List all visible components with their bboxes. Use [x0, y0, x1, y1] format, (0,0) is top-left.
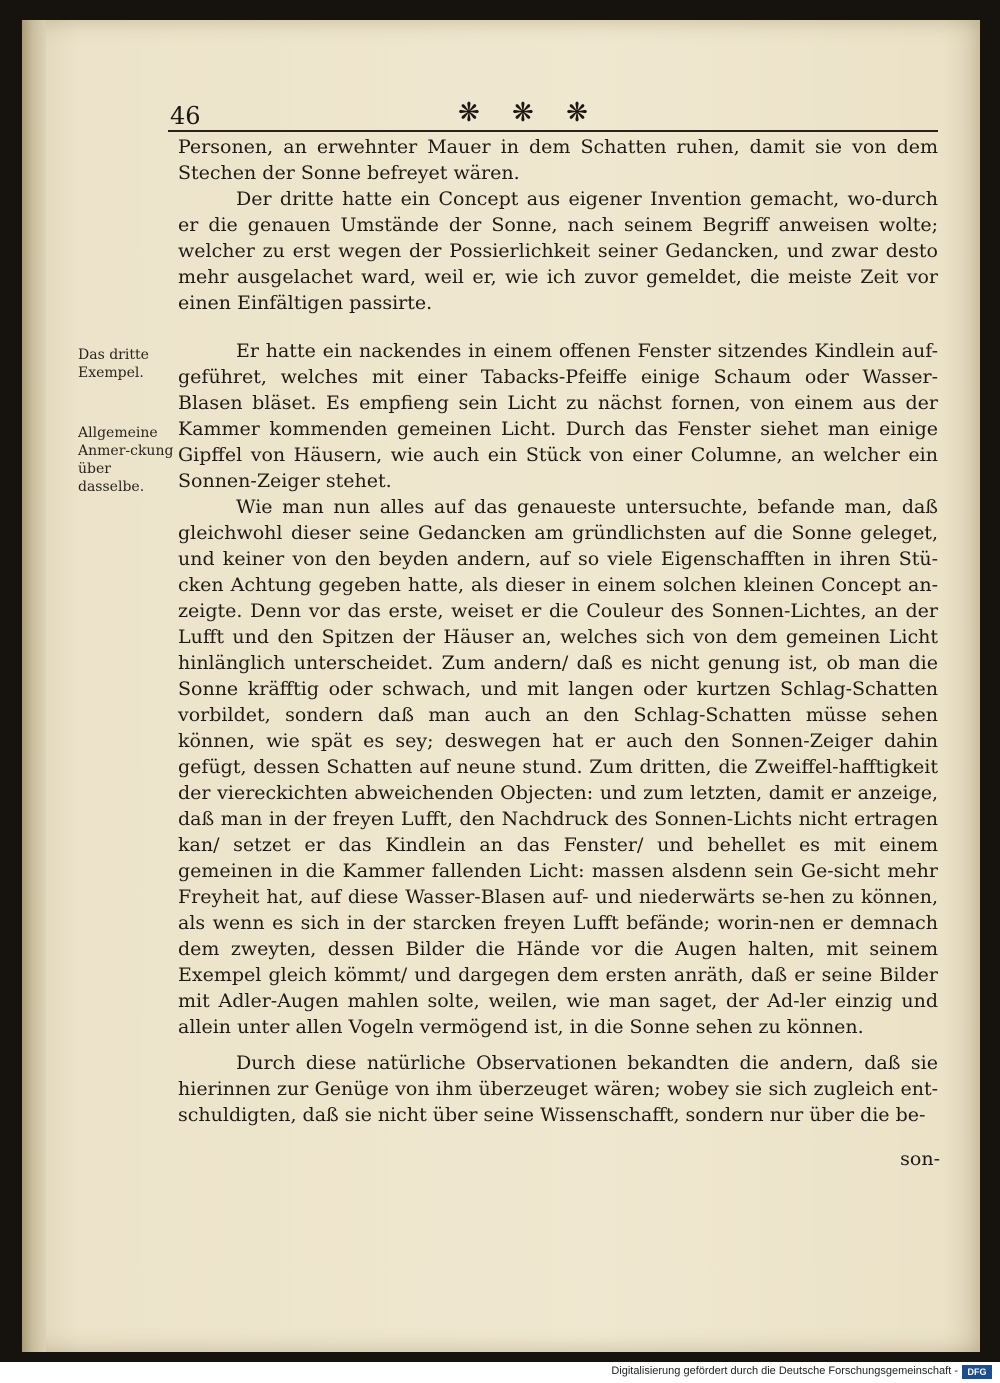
margin-note-remark: Allgemeine Anmer-ckung über dasselbe. [78, 425, 174, 495]
paragraph-3: Er hatte ein nackendes in einem offenen Fenster sitzendes Kindlein auf-geführet, welches mit einer Tabacks-Pfeiffe einige Schaum oder Wasser-Blasen bläset. Es empfieng sein Licht zu nächst fornen, von einem aus der Kammer kommenden gemeinen Licht. Durch das Fenster siehet man einige Gipffel von Häusern, wie auch ein Stück von einer Columne, an welcher ein Sonnen-Zeiger stehet. [178, 340, 938, 492]
paragraph-4: Wie man nun alles auf das genaueste untersuchte, befande man, daß gleichwohl dieser seine Gedancken am gründlichsten auf die Sonne geleget, und keiner von den beyden andern, auf so viele Eigenschafften in ihren Stü-cken Achtung gegeben hatte, als dieser in einem solchen kleinen Concept an-zeigte. Denn vor das erste, weiset er die Couleur des Sonnen-Lichtes, an der Lufft und den Spitzen der Häuser an, welches sich von dem gemeinen Licht hinlänglich unterscheidet. Zum andern/ daß es nicht genung ist, ob man die Sonne kräfftig oder schwach, und mit langen oder kurtzen Schlag-Schatten vorbildet, sondern daß man auch an den Schlag-Schatten müsse sehen können, wie spät es sey; deswegen hat er auch den Sonnen-Zeiger dahin gefügt, dessen Schatten auf neune stund. Zum dritten, die Zweiffel-hafftigkeit der viereckichten abweichenden Objecten: und zum letzten, damit er anzeige, daß man in der freyen Lufft, den Nachdruck des Sonnen-Lichts nicht ertragen kan/ setzet er das Kindlein an das Fenster/ und behellet es mit einem gemeinen in die Kammer fallenden Licht: massen alsdenn sein Ge-sicht mehr Freyheit hat, auf diese Wasser-Blasen auf- und niederwärts se-hen zu können, als wenn es sich in der starcken freyen Lufft befände; worin-nen er demnach dem zweyten, dessen Bilder die Hände vor die Augen halten, mit seinem Exempel gleich kömmt/ und dargegen dem ersten anräth, daß er seine Bilder mit Adler-Augen mahlen solte, weilen, wie man saget, der Ad-ler einzig und allein unter allen Vogeln vermögend ist, in die Sonne sehen zu können. [178, 496, 938, 1038]
footer-credit: Digitalisierung gefördert durch die Deutsche Forschungsgemeinschaft - [611, 1365, 958, 1377]
paragraph-5: Durch diese natürliche Observationen bekandten die andern, daß sie hierinnen zur Genüge von ihm überzeuget wären; wobey sie sich zugleich ent-schuldigten, daß sie nicht über seine Wissenschafft, sondern nur über die be- [178, 1052, 938, 1126]
paragraph-1: Personen, an erwehnter Mauer in dem Schatten ruhen, damit sie von dem Stechen der Sonne befreyet wären. [178, 136, 938, 184]
page-number: 46 [170, 102, 201, 130]
header-ornaments: ❋ ❋ ❋ [458, 98, 600, 128]
page-gutter [22, 20, 46, 1352]
dfg-logo-icon: DFG [962, 1365, 992, 1379]
catchword: son- [900, 1148, 940, 1170]
header-rule [168, 130, 938, 132]
body-text [178, 134, 938, 1128]
margin-note-example: Das dritte Exempel. [78, 347, 149, 381]
paragraph-2: Der dritte hatte ein Concept aus eigener Invention gemacht, wo-durch er die genauen Umstände der Sonne, nach seinem Begriff anweisen wolte; welcher zu erst wegen der Possierlichkeit seiner Gedancken, und zwar desto mehr ausgelachet ward, weil er, wie ich zuvor gemeldet, die meiste Zeit vor einen Einfältigen passirte. [178, 188, 938, 314]
digitization-footer [0, 1362, 1000, 1383]
page-header [168, 96, 938, 136]
